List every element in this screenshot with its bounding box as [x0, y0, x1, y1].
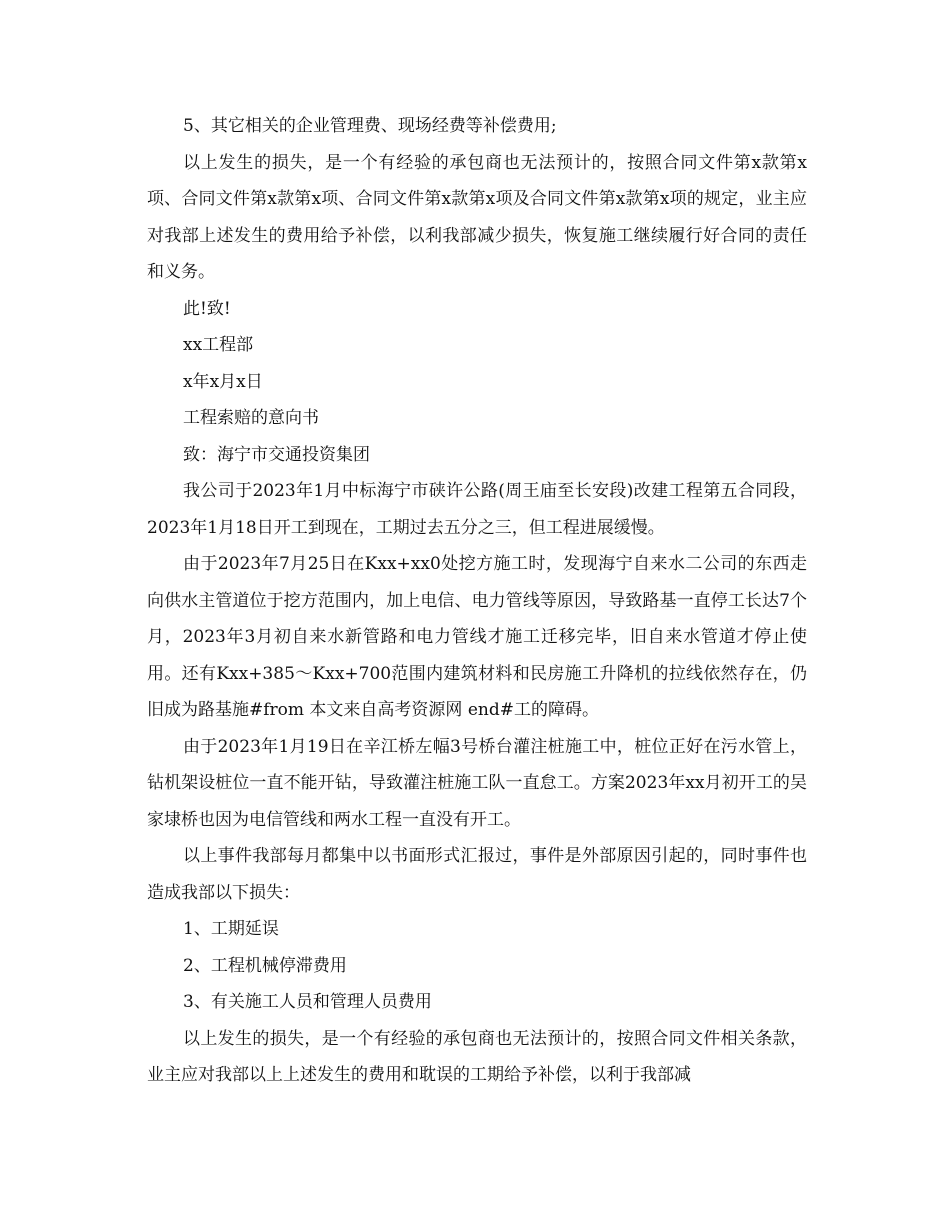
- paragraph-compensation-request: 以上发生的损失，是一个有经验的承包商也无法预计的，按照合同文件相关条款，业主应对我部以上上述发生的费用和耽误的工期给予补偿，以利于我部减: [147, 1028, 807, 1085]
- loss-item-3: 3、有关施工人员和管理人员费用: [183, 992, 432, 1012]
- paragraph-reporting: 以上事件我部每月都集中以书面形式汇报过，事件是外部原因引起的，同时事件也造成我部以下损失：: [147, 846, 807, 903]
- addressee: 致：海宁市交通投资集团: [183, 444, 370, 465]
- loss-item-2: 2、工程机械停滞费用: [183, 955, 347, 976]
- signature-department: xx工程部: [183, 335, 254, 355]
- loss-item-1: 1、工期延误: [183, 919, 279, 939]
- closing-salutation: 此!致!: [183, 298, 231, 319]
- document-body: [147, 108, 807, 1094]
- section-title: 工程索赔的意向书: [183, 408, 319, 428]
- paragraph-bridge-delay: 由于2023年1月19日在辛江桥左幅3号桥台灌注桩施工中，桩位正好在污水管上，钻机架设桩位一直不能开钻，导致灌注桩施工队一直怠工。方案2023年xx月初开工的吴家埭桥也因为电信管线和两水工程一直没有开工。: [147, 736, 807, 830]
- signature-date: x年x月x日: [183, 371, 263, 392]
- paragraph-item-5: 5、其它相关的企业管理费、现场经费等补偿费用;: [183, 116, 557, 136]
- paragraph-contract-award: 我公司于2023年1月中标海宁市硖许公路(周王庙至长安段)改建工程第五合同段，2023年1月18日开工到现在，工期过去五分之三，但工程进展缓慢。: [147, 481, 807, 538]
- paragraph-pipeline-delay: 由于2023年7月25日在Kxx+xx0处挖方施工时，发现海宁自来水二公司的东西走向供水主管道位于挖方范围内，加上电信、电力管线等原因，导致路基一直停工长达7个月，2023年3月初自来水新管路和电力管线才施工迁移完毕，旧自来水管道才停止使用。还有Kxx+385～Kxx+700范围内建筑材料和民房施工升降机的拉线依然存在，仍旧成为路基施#from 本文来自高考资源网 end#工的障碍。: [147, 554, 807, 720]
- paragraph-loss-statement: 以上发生的损失，是一个有经验的承包商也无法预计的，按照合同文件第x款第x项、合同文件第x款第x项、合同文件第x款第x项及合同文件第x款第x项的规定，业主应对我部上述发生的费用给予补偿，以利我部减少损失，恢复施工继续履行好合同的责任和义务。: [147, 152, 807, 282]
